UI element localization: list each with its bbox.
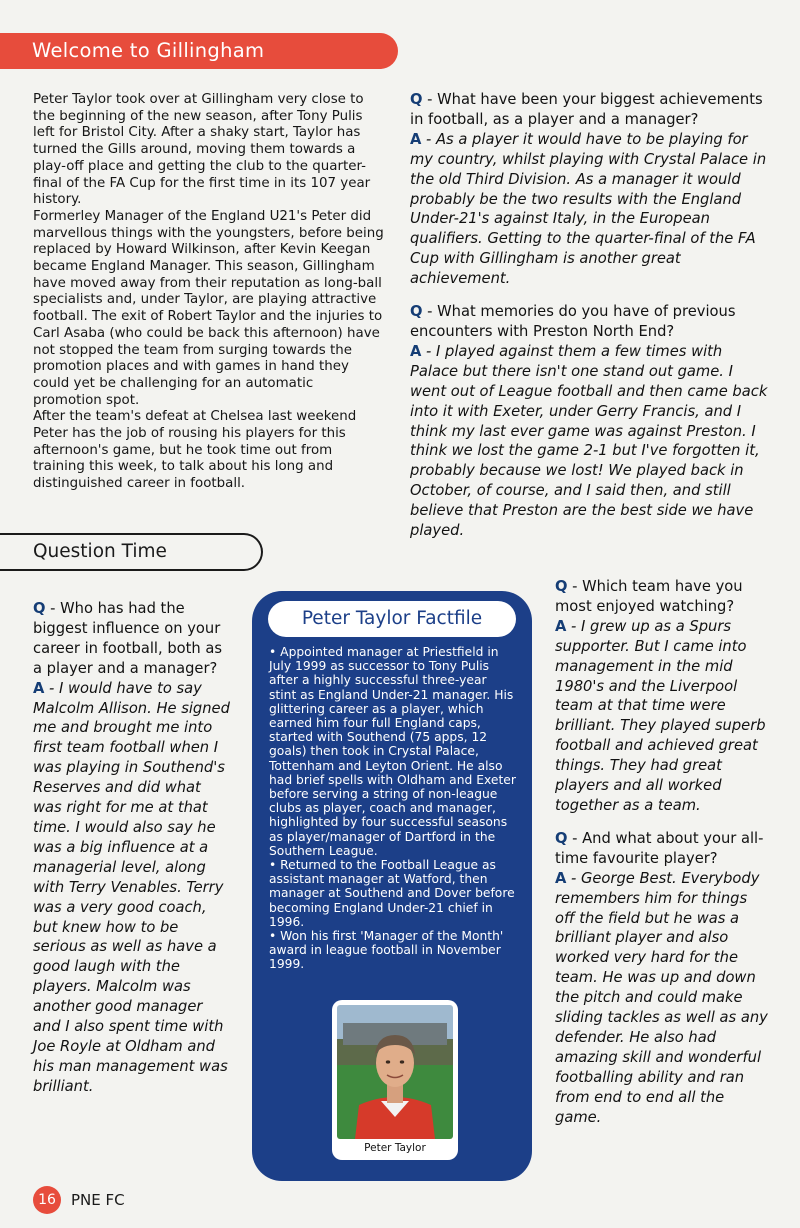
section-title: Welcome to Gillingham <box>32 39 265 62</box>
intro-paragraph: After the team's defeat at Chelsea last weekend Peter has the job of rousing his players for this afternoon's game, but he took time out from training this week, to talk about his long and distinguished career in football. <box>33 409 357 492</box>
answer-text: - I grew up as a Spurs supporter. But I came into management in the mid 1980's and the Liverpool team at that time were brilliant. They played superb football and achieved great things. They had great players and all worked together as a team. <box>555 617 766 814</box>
question <box>33 599 233 679</box>
page-number: 16 <box>38 1192 56 1208</box>
a-tag: A <box>33 679 45 697</box>
footer-club-name: PNE FC <box>71 1191 125 1209</box>
photo-caption: Peter Taylor <box>364 1142 426 1154</box>
question-text: - Which team have you most enjoyed watching? <box>555 578 743 615</box>
q-tag: Q <box>410 91 423 108</box>
qa-third-column <box>555 577 770 1140</box>
question <box>555 829 770 869</box>
answer <box>555 617 770 816</box>
q-tag: Q <box>410 303 423 321</box>
factfile-item: • Appointed manager at Priestfield in July 1999 as successor to Tony Pulis after a highly successful three-year stint as England Under-21 manager. His glittering career as a player, which earned him four full England caps, started with Southend (75 apps, 12 goals) then took in Crystal Palace, Tottenham and Leyton Orient. He also had brief spells with Oldham and Exeter before serving a string of non-league clubs as player, coach and manager, highlighted by four successful seasons as player/manager of Dartford in the Southern League. <box>269 645 516 858</box>
factfile-item: • Won his first 'Manager of the Month' award in league football in November 1999. <box>269 929 504 972</box>
photo-frame <box>332 1000 458 1160</box>
factfile-title: Peter Taylor Factfile <box>268 601 516 637</box>
factfile-box <box>252 591 532 1181</box>
q-tag: Q <box>33 600 46 617</box>
qa-item <box>555 577 770 816</box>
question-time-header <box>0 533 263 571</box>
a-tag: A <box>555 869 567 887</box>
a-tag: A <box>410 130 422 148</box>
intro-text <box>33 92 385 493</box>
intro-paragraph: Peter Taylor took over at Gillingham very close to the beginning of the new season, after Tony Pulis left for Bristol City. After a shaky start, Taylor has turned the Gills around, moving them towards a play-off place and getting the club to the quarter-final of the FA Cup for the first time in its 107 year history. <box>33 92 371 208</box>
question <box>410 90 770 130</box>
question-text: - What have been your biggest achievements in football, as a player and a manager? <box>410 91 763 128</box>
question-text: - Who has had the biggest influence on your career in football, both as a player and a manager? <box>33 600 223 677</box>
answer-text: - I would have to say Malcolm Allison. He signed me and brought me into first team football when I was playing in Southend's Reserves and did what was right for me at that time. I would also say he was a big influence at a managerial level, along with Terry Venables. Terry was a very good coach, but knew how to be serious as well as have a good laugh with the players. Malcolm was another good manager and I also spent time with Joe Royle at Oldham and his man management was brilliant. <box>33 679 230 1095</box>
question <box>410 302 770 342</box>
qa-item <box>555 829 770 1128</box>
a-tag: A <box>410 342 422 360</box>
qa-right-column <box>410 90 770 554</box>
a-tag: A <box>555 617 567 635</box>
question <box>555 577 770 617</box>
answer <box>410 342 770 541</box>
section-title-banner <box>0 33 398 69</box>
question-text: - What memories do you have of previous encounters with Preston North End? <box>410 303 736 340</box>
answer-text: - I played against them a few times with Palace but there isn't one stand out game. I went out of League football and then came back into it with Exeter, under Gerry Francis, and I think my last ever game was against Preston. I think we lost the game 2-1 but I've forgotten it, probably because we lost! We played back in October, of course, and I said then, and still believe that Preston are the best side we have played. <box>410 342 768 540</box>
answer-text: - George Best. Everybody remembers him for things off the field but he was a brilliant player and also worked very hard for the team. He was up and down the pitch and could make sliding tackles as well as any defender. He also had amazing skill and wonderful footballing ability and ran from end to end all the game. <box>555 869 768 1126</box>
q-tag: Q <box>555 578 568 595</box>
qa-item <box>410 302 770 541</box>
qa-item <box>33 599 233 1097</box>
answer <box>33 679 233 1097</box>
question-time-title: Question Time <box>33 541 167 562</box>
answer <box>555 869 770 1128</box>
question-text: - And what about your all-time favourite player? <box>555 829 764 867</box>
qa-item <box>410 90 770 289</box>
qa-left-column <box>33 599 233 1110</box>
page-number-badge <box>33 1186 61 1214</box>
intro-paragraph: Formerley Manager of the England U21's Peter did marvellous things with the youngsters, before being replaced by Howard Wilkinson, after Kevin Keegan became England Manager. This season, Gillingham have moved away from their reputation as long-ball specialists and, under Taylor, are playing attractive football. The exit of Robert Taylor and the injuries to Carl Asaba (who could be back this afternoon) have not stopped the team from surging towards the promotion places and with games in hand they could yet be challenging for an automatic promotion spot. <box>33 208 384 408</box>
factfile-body <box>269 645 517 972</box>
manager-photo <box>337 1005 453 1139</box>
factfile-item: • Returned to the Football League as assistant manager at Watford, then manager at Southend and Dover before becoming England Under-21 chief in 1996. <box>269 858 515 929</box>
answer <box>410 130 770 289</box>
answer-text: - As a player it would have to be playing for my country, whilst playing with Crystal Palace in the old Third Division. As a manager it would probably be the two results with the England Under-21's against Italy, in the European qualifiers. Getting to the quarter-final of the FA Cup with Gillingham is another great achievement. <box>410 130 767 288</box>
q-tag: Q <box>555 829 568 847</box>
